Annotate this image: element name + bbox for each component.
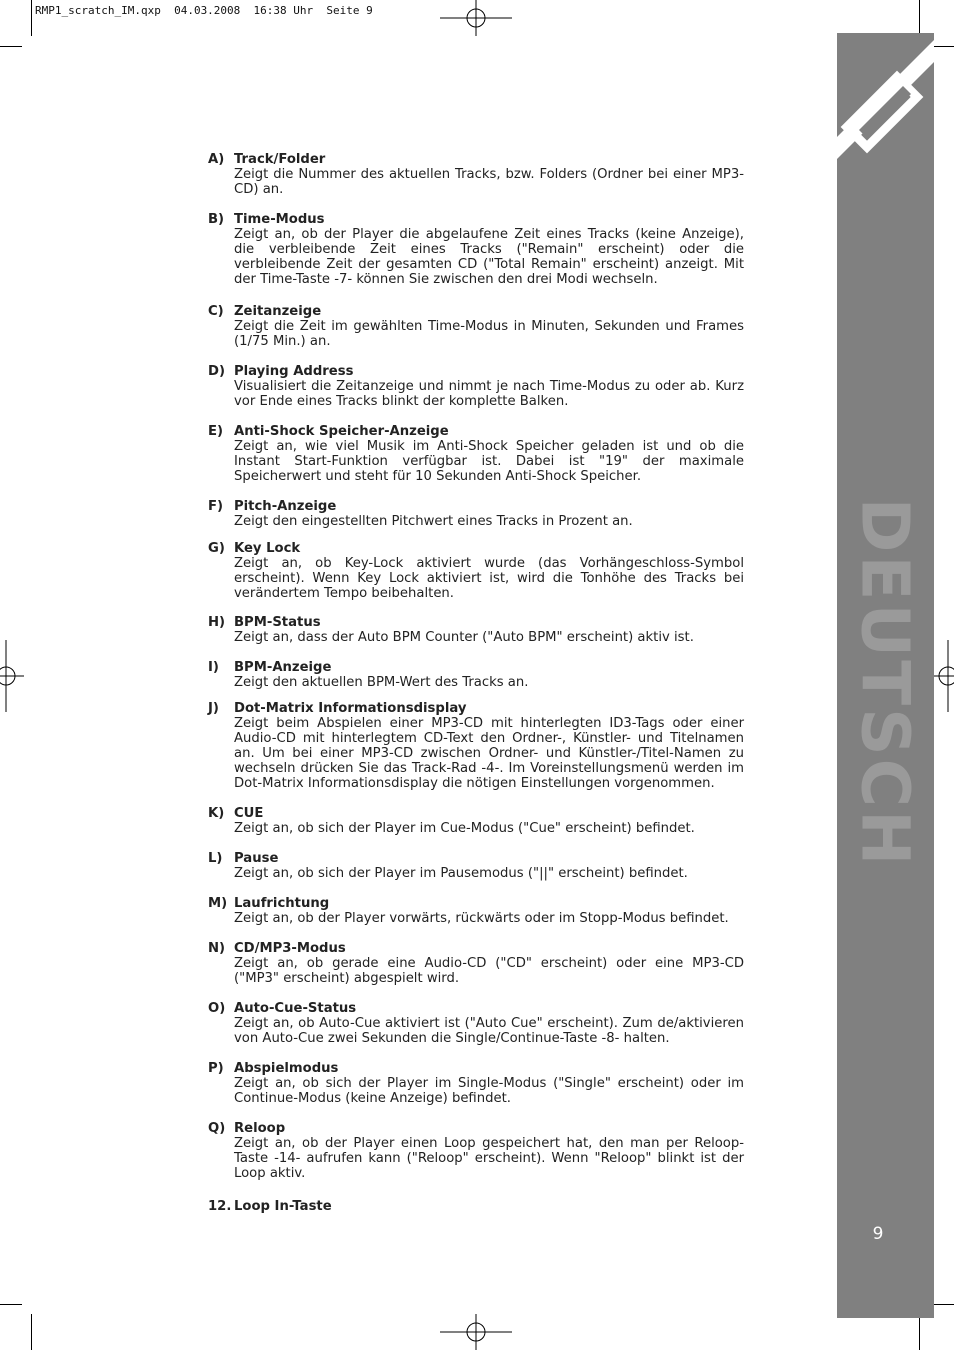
- item-title: Laufrichtung: [234, 896, 330, 911]
- language-sidebar: [837, 33, 934, 1318]
- item-label: O): [208, 1001, 226, 1016]
- item-label: C): [208, 304, 224, 319]
- list-item: [208, 541, 744, 601]
- list-item: [208, 1001, 744, 1046]
- item-title: Anti-Shock Speicher-Anzeige: [234, 424, 449, 439]
- list-item: [208, 1061, 744, 1106]
- registration-mark-top: [440, 0, 512, 36]
- item-title: Abspielmodus: [234, 1061, 339, 1076]
- item-title: Time-Modus: [234, 212, 325, 227]
- item-title: CD/MP3-Modus: [234, 941, 346, 956]
- item-title: Pitch-Anzeige: [234, 499, 337, 514]
- item-label: H): [208, 615, 226, 630]
- list-item: [208, 806, 744, 836]
- item-title: CUE: [234, 806, 264, 821]
- item-description: Zeigt an, ob der Player einen Loop gespeichert hat, den man per Reloop-Taste -14- aufrufen kann ("Reloop" erscheint). Wenn "Reloop" blinkt ist der Loop aktiv.: [234, 1136, 744, 1181]
- item-description: Zeigt an, ob sich der Player im Cue-Modus ("Cue" erscheint) befindet.: [234, 821, 695, 836]
- item-title: Key Lock: [234, 541, 301, 556]
- item-title: Playing Address: [234, 364, 354, 379]
- item-title: Reloop: [234, 1121, 286, 1136]
- item-description: Zeigt an, wie viel Musik im Anti-Shock Speicher geladen ist und ob die Instant Start-Funktion verfügbar ist. Dabei ist "19" der maximale Speicherwert und steht für 10 Sekunden Anti-Shock Speicher.: [234, 439, 744, 484]
- item-description: Zeigt beim Abspielen einer MP3-CD mit hinterlegten ID3-Tags oder einer Audio-CD mit hinterlegtem CD-Text den Ordner-, Künstler- und Titelnamen an. Um bei einer MP3-CD zwischen Ordner- und Künstler-/Titel-Namen zu wechseln drücken Sie das Track-Rad -4-. Im Voreinstellungsmenü werden im Dot-Matrix Informationsdisplay die nötigen Einstellungen vorgenommen.: [234, 716, 744, 791]
- item-label: 12.: [208, 1199, 232, 1214]
- item-description: Zeigt die Nummer des aktuellen Tracks, bzw. Folders (Ordner bei einer MP3-CD) an.: [234, 167, 744, 197]
- item-description: Zeigt an, ob Key-Lock aktiviert wurde (das Vorhängeschloss-Symbol erscheint). Wenn Key Lock aktiviert ist, wird die Tonhöhe des Tracks bei verändertem Tempo beibehalten.: [234, 556, 744, 601]
- item-title: Loop In-Taste: [234, 1199, 332, 1214]
- list-item: [208, 851, 744, 881]
- list-item: [208, 304, 744, 349]
- registration-mark-left: [0, 640, 24, 712]
- list-item: [208, 364, 744, 409]
- list-item: [208, 1199, 744, 1214]
- item-label: F): [208, 499, 224, 514]
- item-description: Zeigt an, ob Auto-Cue aktiviert ist ("Auto Cue" erscheint). Zum de/aktivieren von Auto-Cue zwei Sekunden die Single/Continue-Taste -8- halten.: [234, 1016, 744, 1046]
- list-item: [208, 941, 744, 986]
- registration-mark-bottom: [440, 1314, 512, 1350]
- item-title: Dot-Matrix Informationsdisplay: [234, 701, 467, 716]
- item-label: N): [208, 941, 226, 956]
- print-slug: RMP1_scratch_IM.qxp 04.03.2008 16:38 Uhr Seite 9: [35, 4, 373, 17]
- list-item: [208, 499, 744, 529]
- list-item: [208, 212, 744, 287]
- item-description: Zeigt an, ob gerade eine Audio-CD ("CD" erscheint) oder eine MP3-CD ("MP3" erscheint) abgespielt wird.: [234, 956, 744, 986]
- item-label: E): [208, 424, 224, 439]
- item-label: L): [208, 851, 223, 866]
- item-description: Zeigt an, ob sich der Player im Pausemodus ("||" erscheint) befindet.: [234, 866, 688, 881]
- item-label: J): [208, 701, 219, 716]
- item-description: Zeigt an, ob der Player vorwärts, rückwärts oder im Stopp-Modus befindet.: [234, 911, 729, 926]
- item-description: Zeigt an, dass der Auto BPM Counter ("Auto BPM" erscheint) aktiv ist.: [234, 630, 694, 645]
- item-title: Zeitanzeige: [234, 304, 322, 319]
- item-description: Zeigt an, ob der Player die abgelaufene Zeit eines Tracks (keine Anzeige), die verbleibende Zeit eines Tracks ("Remain" erscheint) oder die verbleibende Zeit der gesamten CD ("Total Remain" erscheint) anzeigt. Mit der Time-Taste -7- können Sie zwischen den drei Modi wechseln.: [234, 227, 744, 287]
- item-title: Pause: [234, 851, 279, 866]
- item-label: M): [208, 896, 228, 911]
- item-label: A): [208, 152, 225, 167]
- item-title: Auto-Cue-Status: [234, 1001, 357, 1016]
- item-label: K): [208, 806, 225, 821]
- entry-list: [208, 137, 744, 1214]
- language-label: DEUTSCH: [846, 497, 924, 869]
- item-description: Zeigt den aktuellen BPM-Wert des Tracks an.: [234, 675, 529, 690]
- item-label: G): [208, 541, 225, 556]
- item-label: D): [208, 364, 225, 379]
- item-label: I): [208, 660, 219, 675]
- list-item: [208, 615, 744, 645]
- item-title: Track/Folder: [234, 152, 326, 167]
- item-label: Q): [208, 1121, 226, 1136]
- list-item: [208, 701, 744, 791]
- list-item: [208, 896, 744, 926]
- item-label: B): [208, 212, 225, 227]
- list-item: [208, 424, 744, 484]
- item-description: Zeigt den eingestellten Pitchwert eines Tracks in Prozent an.: [234, 514, 633, 529]
- item-description: Zeigt an, ob sich der Player im Single-Modus ("Single" erscheint) oder im Continue-Modus (keine Anzeige) befindet.: [234, 1076, 744, 1106]
- item-description: Zeigt die Zeit im gewählten Time-Modus in Minuten, Sekunden und Frames (1/75 Min.) an.: [234, 319, 744, 349]
- list-item: [208, 1121, 744, 1181]
- item-title: BPM-Anzeige: [234, 660, 332, 675]
- item-title: BPM-Status: [234, 615, 321, 630]
- item-description: Visualisiert die Zeitanzeige und nimmt je nach Time-Modus zu oder ab. Kurz vor Ende eines Tracks blinkt der komplette Balken.: [234, 379, 744, 409]
- list-item: [208, 660, 744, 690]
- list-item: [208, 152, 744, 197]
- page-number: 9: [872, 1224, 884, 1244]
- item-label: P): [208, 1061, 224, 1076]
